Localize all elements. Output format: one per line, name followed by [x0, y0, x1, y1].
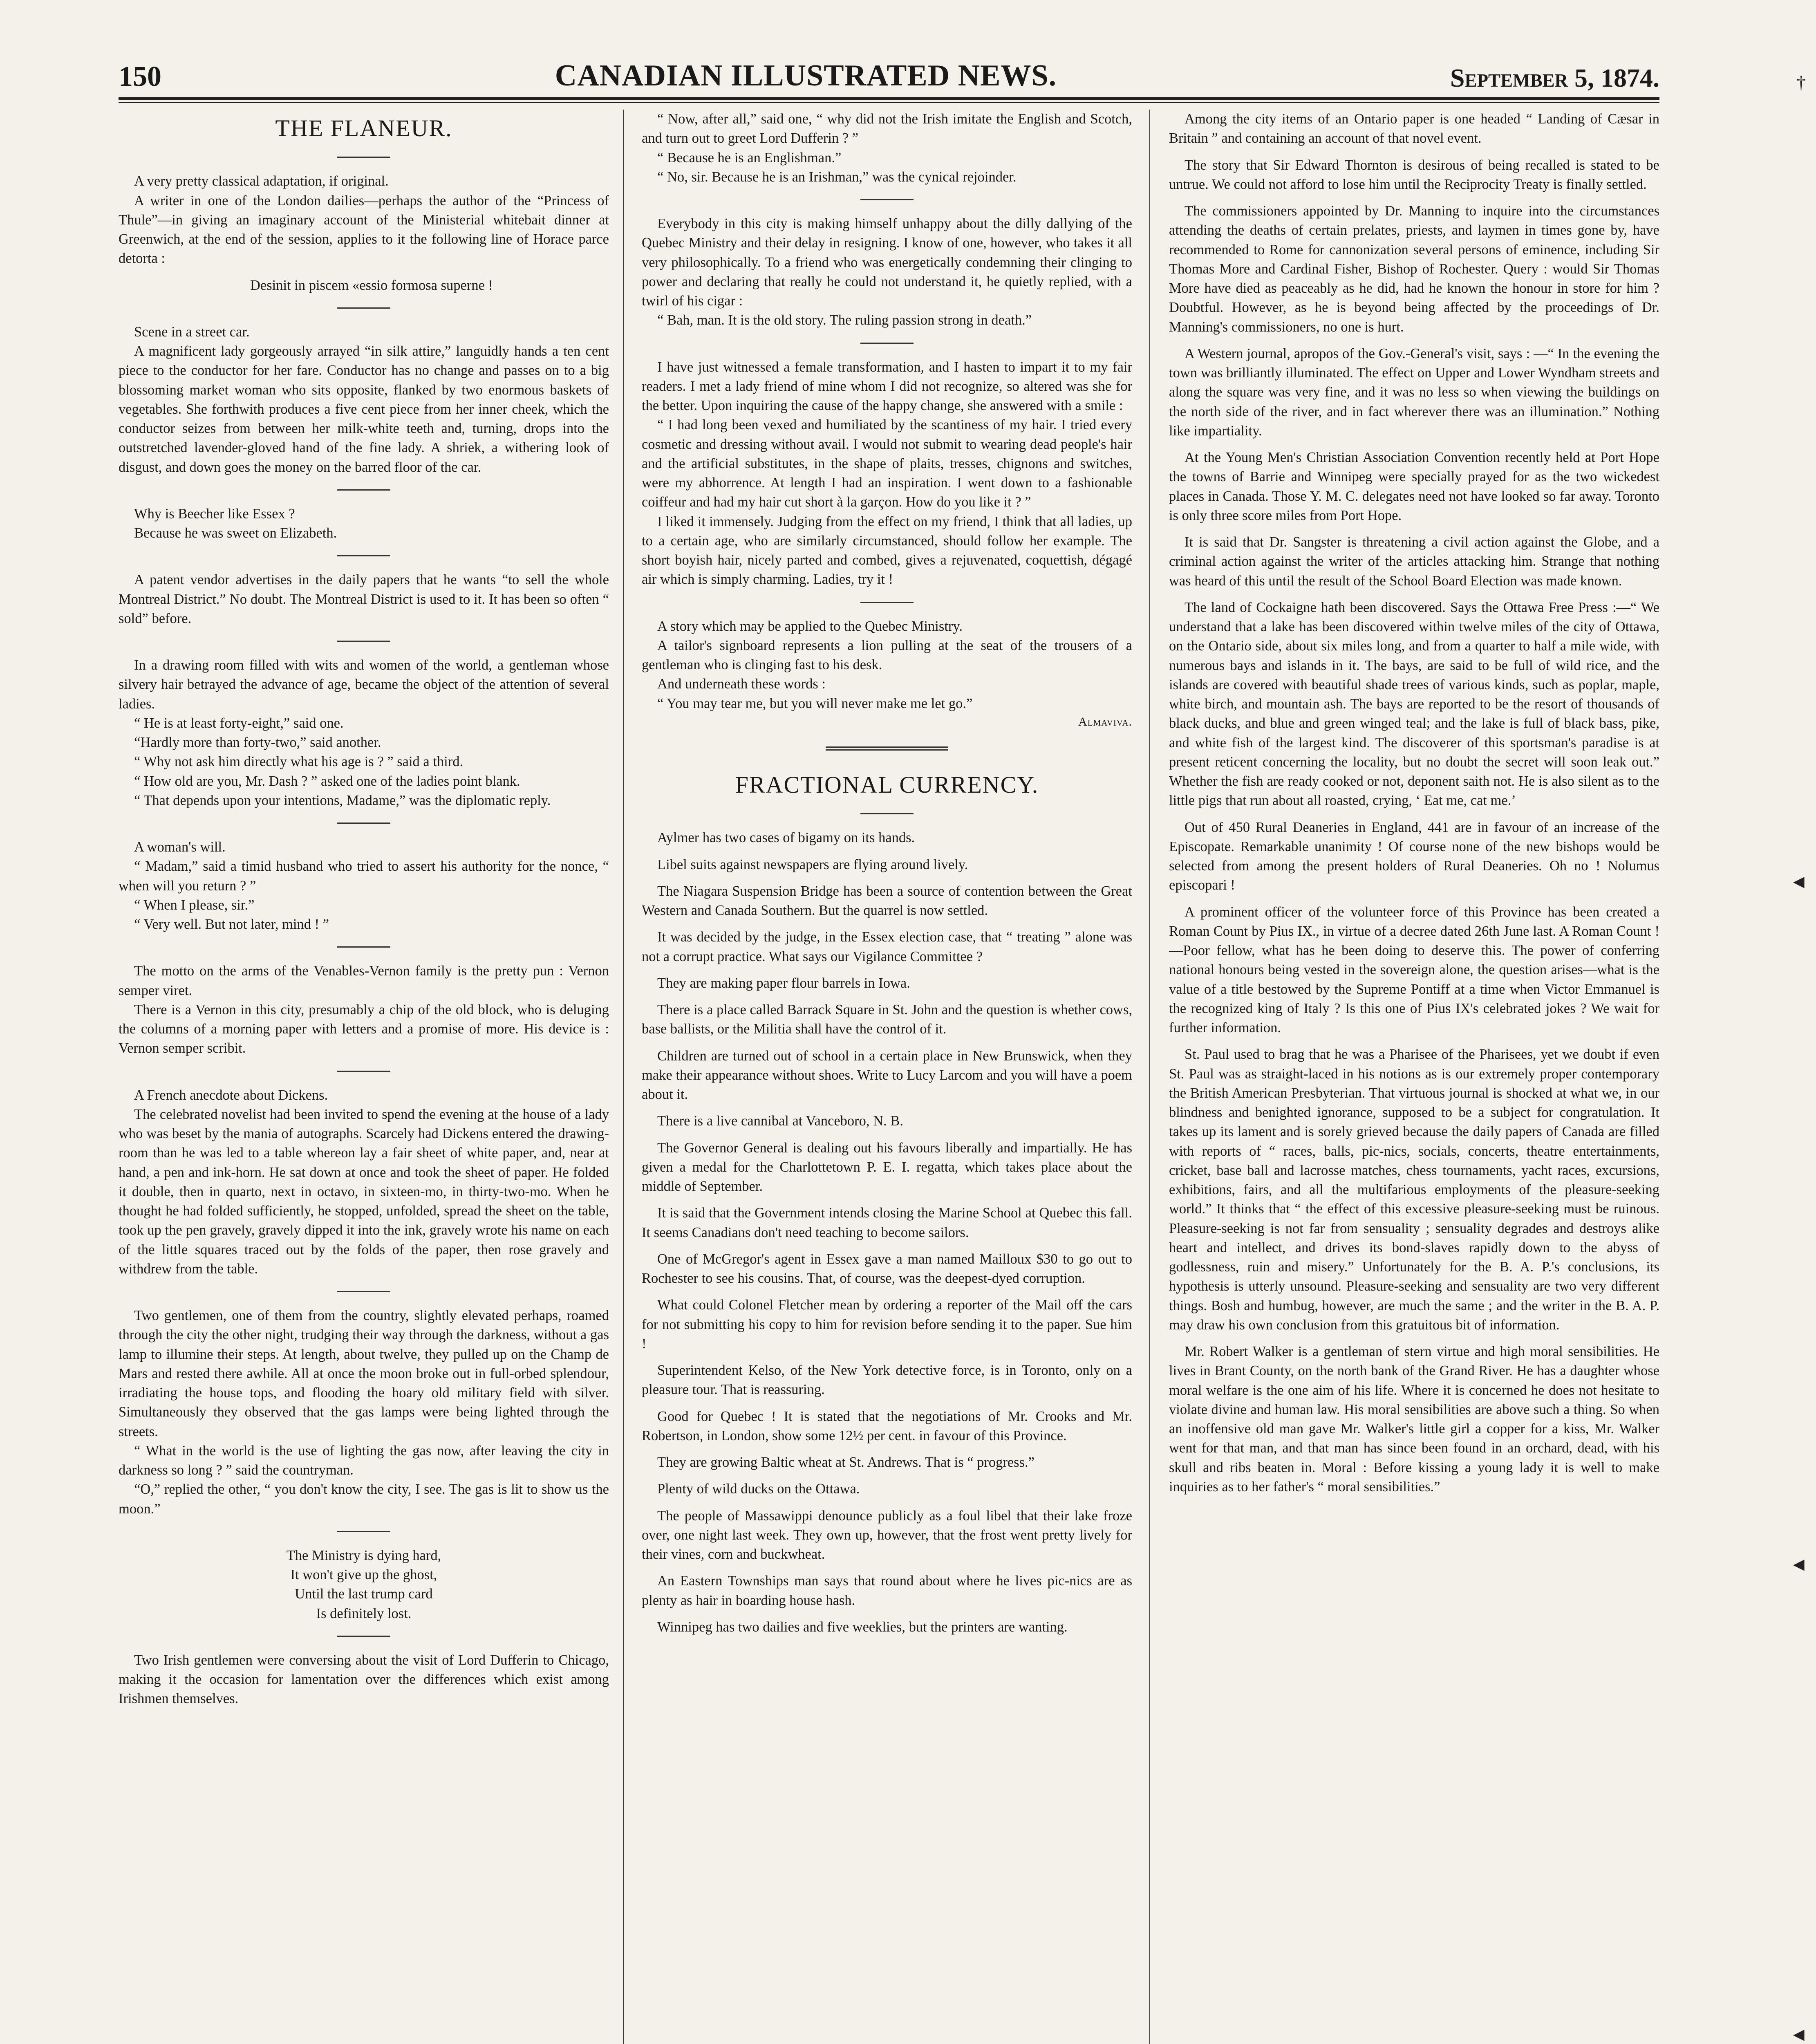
divider	[337, 489, 390, 491]
news-item: Libel suits against newspapers are flying around lively.	[657, 856, 968, 872]
author-signature: Almaviva.	[1078, 715, 1132, 728]
news-item: A prominent officer of the volunteer force of this Province has been created a Roman Count by Pius IX., in virtue of a decree dated 26th June last. A Roman Count ! —Poor fellow, what has he been doing to deserve this. The power of conferring national honours being vested in the sovereign alone, the question arises—what is the value of a title bestowed by the Supreme Pontiff at a time when Victor Emmanuel is the recognized king of Italy ? Is this one of Pius IX's celebrated jokes ? We wait for further information.	[1169, 904, 1659, 1035]
divider	[337, 157, 390, 158]
divider	[860, 602, 914, 603]
poem-line: Is definitely lost.	[316, 1605, 412, 1621]
paragraph: Because he was sweet on Elizabeth.	[134, 525, 337, 541]
poem-line: The Ministry is dying hard,	[286, 1547, 441, 1563]
divider	[337, 823, 390, 824]
paragraph: “ That depends upon your intentions, Madame,” was the diplomatic reply.	[134, 792, 551, 808]
poem-line: Until the last trump card	[295, 1586, 433, 1602]
paragraph: “ Bah, man. It is the old story. The ruling passion strong in death.”	[657, 312, 1032, 328]
news-item: Children are turned out of school in a certain place in New Brunswick, when they make their appearance without shoes. Write to Lucy Larcom and you will have a poem about it.	[642, 1048, 1132, 1103]
news-item: One of McGregor's agent in Essex gave a man named Mailloux $30 to go out to Rochester to see his cousins. That, of course, was the deepest-dyed corruption.	[642, 1251, 1132, 1286]
newspaper-title: CANADIAN ILLUSTRATED NEWS.	[555, 59, 1057, 92]
paragraph: “ Very well. But not later, mind ! ”	[134, 917, 329, 932]
paragraph: “ You may tear me, but you will never make me let go.”	[657, 695, 973, 711]
paragraph: A story which may be applied to the Quebec Ministry.	[657, 618, 963, 634]
news-item: Winnipeg has two dailies and five weeklies, but the printers are wanting.	[657, 1619, 1068, 1635]
news-item: Plenty of wild ducks on the Ottawa.	[657, 1481, 860, 1497]
divider	[860, 813, 914, 814]
paragraph: I liked it immensely. Judging from the effect on my friend, I think that all ladies, up to a certain age, who are similarly circumstanced, should follow her example. The short boyish hair, nicely parted and combed, gives a rejuvenated, coquettish, dégagé air which is simply charming. Ladies, try it !	[642, 513, 1132, 587]
news-item: A Western journal, apropos of the Gov.-General's visit, says : —“ In the evening the town was brilliantly illuminated. The effect on Upper and Lower Wyndham streets and along the square was very fine, and it was no less so when viewing the buildings on the north side of the river, and in fact wherever there was an illumination.” Nothing like impartiality.	[1169, 345, 1659, 439]
paragraph: “ No, sir. Because he is an Irishman,” was the cynical rejoinder.	[657, 169, 1017, 185]
paragraph: “ He is at least forty-eight,” said one.	[134, 715, 344, 731]
news-item: The story that Sir Edward Thornton is desirous of being recalled is stated to be untrue. We could not afford to lose him until the Reciprocity Treaty is finally settled.	[1169, 157, 1659, 192]
arrow-left-icon: ◄	[1789, 871, 1808, 892]
section-title-flaneur: THE FLANEUR.	[275, 115, 452, 141]
divider	[337, 1071, 390, 1072]
paragraph: “ Madam,” said a timid husband who tried to assert his authority for the nonce, “ when will you return ? ”	[119, 858, 609, 894]
column-1	[119, 110, 609, 2044]
divider	[337, 1291, 390, 1292]
news-item: The land of Cockaigne hath been discovered. Says the Ottawa Free Press :—“ We understand that a lake has been discovered within twelve miles of the city of Ottawa, on the Ontario side, about six miles long, and from a quarter to half a mile wide, with numerous bays and islands in it. The bays, are said to be full of wild rice, and the islands are covered with beautiful shade trees of various kinds, such as poplar, maple, white birch, and mountain ash. The bays are reported to be the resort of thousands of black ducks, and blue and green winged teal; and the lake is full of black bass, pike, and white fish of the largest kind. The discoverer of this sportsman's paradise is at present reticent concerning the locality, but no doubt the secret will soon leak out.” Whether the fish are ready cooked or not, deponent saith not. He is also silent as to the little pigs that run about all roasted, crying, ‘ Eat me, cat me.’	[1169, 599, 1659, 809]
paragraph: “ Because he is an Englishman.”	[657, 150, 842, 166]
paragraph: A patent vendor advertises in the daily papers that he wants “to sell the whole Montreal District.” No doubt. The Montreal District is used to it. It has been so often “ sold” before.	[119, 572, 609, 626]
news-item: Out of 450 Rural Deaneries in England, 441 are in favour of an increase of the Episcopate. Remarkable unanimity ! Of course none of the new bishops would be selected from among the present holders of Rural Deaneries. Oh no ! Nolumus episcopari !	[1169, 819, 1659, 893]
divider	[337, 641, 390, 642]
column-divider	[1149, 110, 1150, 2044]
paragraph: In a drawing room filled with wits and women of the world, a gentleman whose silvery hair betrayed the advance of age, became the object of the attention of several ladies.	[119, 657, 609, 712]
paragraph: A tailor's signboard represents a lion pulling at the seat of the trousers of a gentleman who is clinging fast to his desk.	[642, 637, 1132, 672]
arrow-left-icon: ◄	[1789, 2024, 1808, 2044]
news-item: The Governor General is dealing out his favours liberally and impartially. He has given a medal for the Charlottetown P. E. I. regatta, which takes place about the middle of September.	[642, 1140, 1132, 1195]
paragraph: “ Now, after all,” said one, “ why did not the Irish imitate the English and Scotch, and turn out to greet Lord Dufferin ? ”	[642, 111, 1132, 146]
news-item: They are growing Baltic wheat at St. Andrews. That is “ progress.”	[657, 1455, 1035, 1470]
news-item: The commissioners appointed by Dr. Manning to inquire into the circumstances attending the deaths of certain prelates, priests, and laymen in times gone by, have recommended to Rome for cannonization several persons of eminence, including Sir Thomas More and Cardinal Fisher, Bishop of Rochester. Query : would Sir Thomas More have died as peaceably as he did, had he known the honour in store for him ? Doubtful. However, as he is beyond being affected by the proceedings of Dr. Manning's commissioners, no one is hurt.	[1169, 203, 1659, 335]
news-item: The Niagara Suspension Bridge has been a source of contention between the Great Western and Canada Southern. But the quarrel is now settled.	[642, 883, 1132, 919]
column-2	[642, 110, 1132, 2044]
paragraph: The motto on the arms of the Venables-Vernon family is the pretty pun : Vernon semper viret.	[119, 963, 609, 998]
divider	[860, 343, 914, 344]
section-divider	[826, 746, 948, 751]
divider	[337, 555, 390, 556]
paragraph: “ Why not ask him directly what his age is ? ” said a third.	[134, 754, 464, 770]
paragraph: A French anecdote about Dickens.	[134, 1087, 328, 1103]
paragraph: Scene in a street car.	[134, 324, 250, 340]
news-item: Mr. Robert Walker is a gentleman of stern virtue and high moral sensibilities. He lives in Brant County, on the north bank of the Grand River. He has a daughter whose moral welfare is the one aim of his life. Where it is concerned he does not hesitate to violate divine and human law. His moral sensibilities are above such a thing. So when an inoffensive old man gave Mr. Walker's little girl a copper for a kiss, Mr. Walker went for that man, and that man has since been found in an orchard, dead, with his skull and ribs beaten in. Moral : Before kissing a young lady it is well to make inquiries as to her father's “ moral sensibilities.”	[1169, 1344, 1659, 1495]
masthead-rule	[119, 97, 1659, 103]
news-item: It was decided by the judge, in the Essex election case, that “ treating ” alone was not a corrupt practice. What says our Vigilance Committee ?	[642, 929, 1132, 964]
news-item: Among the city items of an Ontario paper is one headed “ Landing of Cæsar in Britain ” and containing an account of that novel event.	[1169, 111, 1659, 146]
divider	[337, 1531, 390, 1532]
news-item: St. Paul used to brag that he was a Pharisee of the Pharisees, yet we doubt if even St. Paul was as straight-laced in his notions as is our extremely proper contemporary the British American Presbyterian. That virtuous journal is shocked at what we, in our blindness and benighted ignorance, supposed to be a subject for congratulation. It takes up its lament and is sorely grieved because the daily papers of Canada are filled with reports of “ races, balls, pic-nics, socials, concerts, theatre entertainments, cricket, base ball and lacrosse matches, chess tournaments, yacht races, excursions, exhibitions, fairs, and all the multifarious employments of the pleasure-seeking world.” It thinks that “ the effect of this excessive pleasure-seeking must be ruinous. Pleasure-seeking is not far from sensuality ; sensuality degrades and destroys alike heart and intellect, and drives its bond-slaves rapidly down to the abyss of godlessness, ruin and misery.” Unfortunately for the B. A. P.'s conclusions, its hypothesis is utterly unsound. Pleasure-seeking and sensuality are two very different things. Bosh and humbug, however, are much the same ; and the writer in the B. A. P. may draw his own conclusion from this gratuitous bit of information.	[1169, 1047, 1659, 1333]
paragraph: “ I had long been vexed and humiliated by the scantiness of my hair. I tried every cosmetic and dressing without avail. I would not submit to wearing dead people's hair and the artificial substitutes, in the shape of plaits, tresses, chignons and switches, were my abhorrence. At length I had an inspiration. I went down to a fashionable coiffeur and had my hair cut short à la garçon. How do you like it ? ”	[642, 417, 1132, 510]
paragraph: There is a Vernon in this city, presumably a chip of the old block, who is deluging the columns of a morning paper with letters and a promise of more. His device is : Vernon semper scribit.	[119, 1002, 609, 1056]
paragraph: Two gentlemen, one of them from the country, slightly elevated perhaps, roamed through the city the other night, trudging their way through the darkness, without a gas lamp to illumine their steps. At length, about twelve, they pulled up on the Champ de Mars and rested there awhile. All at once the moon broke out in full-orbed splendour, irradiating the house tops, and flooding the hoary old military field with silver. Simultaneously they observed that the gas lamps were being lighted through the streets.	[119, 1308, 609, 1439]
news-item: Good for Quebec ! It is stated that the negotiations of Mr. Crooks and Mr. Robertson, in London, show some 12½ per cent. in favour of this Province.	[642, 1408, 1132, 1443]
masthead	[119, 48, 1659, 93]
news-item: The people of Massawippi denounce publicly as a foul libel that their lake froze over, one night last week. They own up, however, that the frost went pretty lively for their vines, corn and buckwheat.	[642, 1508, 1132, 1562]
column-divider	[623, 110, 624, 2044]
paragraph: A very pretty classical adaptation, if original.	[134, 173, 389, 189]
margin-mark-icon: †	[1796, 72, 1806, 93]
paragraph: “ How old are you, Mr. Dash ? ” asked one of the ladies point blank.	[134, 773, 520, 789]
divider	[860, 199, 914, 200]
news-item: Aylmer has two cases of bigamy on its hands.	[657, 830, 915, 846]
section-title-fractional-currency: FRACTIONAL CURRENCY.	[735, 771, 1039, 798]
column-3	[1169, 110, 1659, 2044]
paragraph: A woman's will.	[134, 839, 226, 855]
news-item: At the Young Men's Christian Association Convention recently held at Port Hope the towns of Barrie and Winnipeg were specially prayed for as the two wickedest places in Canada. Those Y. M. C. delegates need not have looked so far away. Toronto is only three score miles from Port Hope.	[1169, 450, 1659, 523]
paragraph: Everybody in this city is making himself unhappy about the dilly dallying of the Quebec Ministry and their delay in resigning. I know of one, however, who takes it all very philosophically. To a friend who was energetically condemning their clinging to power and declaring that really he could not understand it, he quietly replied, with a twirl of his cigar :	[642, 216, 1132, 309]
paragraph: Two Irish gentlemen were conversing about the visit of Lord Dufferin to Chicago, making it the occasion for lamentation over the differences which exist among Irishmen themselves.	[119, 1652, 609, 1707]
news-item: They are making paper flour barrels in Iowa.	[657, 975, 910, 991]
latin-quote: Desinit in piscem «essio formosa superne !	[250, 277, 493, 293]
news-item: There is a place called Barrack Square in St. John and the question is whether cows, base ballists, or the Militia shall have the control of it.	[642, 1002, 1132, 1037]
divider	[337, 307, 390, 309]
news-item: What could Colonel Fletcher mean by ordering a reporter of the Mail off the cars for not submitting his copy to him for revision before sending it to the paper. Sue him !	[642, 1297, 1132, 1351]
paragraph: I have just witnessed a female transformation, and I hasten to impart it to my fair readers. I met a lady friend of mine whom I did not recognize, so altered was she for the better. Upon inquiring the cause of the happy change, she answered with a smile :	[642, 359, 1132, 413]
poem-line: It won't give up the ghost,	[290, 1567, 437, 1583]
news-item: Superintendent Kelso, of the New York detective force, is in Toronto, only on a pleasure tour. That is reassuring.	[642, 1363, 1132, 1398]
divider	[337, 946, 390, 948]
paragraph: “ What in the world is the use of lighting the gas now, after leaving the city in darkness so long ? ” said the countryman.	[119, 1443, 609, 1478]
news-item: It is said that the Government intends closing the Marine School at Quebec this fall. It seems Canadians don't need teaching to become sailors.	[642, 1205, 1132, 1240]
paragraph: A writer in one of the London dailies—perhaps the author of the “Princess of Thule”—in giving an imaginary account of the Ministerial whitebait dinner at Greenwich, at the end of the session, applies to it the following line of Horace parce detorta :	[119, 193, 609, 267]
news-item: It is said that Dr. Sangster is threatening a civil action against the Globe, and a criminal action against the writer of the articles attacking him. Strange that nothing was heard of this until the result of the School Board Election was made known.	[1169, 534, 1659, 589]
paragraph: “Hardly more than forty-two,” said another.	[134, 735, 381, 751]
paragraph: “O,” replied the other, “ you don't know the city, I see. The gas is lit to show us the moon.”	[119, 1481, 609, 1517]
issue-date: September 5, 1874.	[1450, 63, 1659, 92]
paragraph: “ When I please, sir.”	[134, 897, 255, 913]
paragraph: And underneath these words :	[657, 676, 826, 692]
page-number: 150	[119, 61, 161, 92]
poem	[119, 1546, 609, 1623]
paragraph: Why is Beecher like Essex ?	[134, 506, 295, 522]
divider	[337, 1636, 390, 1637]
arrow-left-icon: ◄	[1789, 1554, 1808, 1575]
paragraph: The celebrated novelist had been invited to spend the evening at the house of a lady who was beset by the mania of autographs. Scarcely had Dickens entered the drawing-room than he was led to a table whereon lay a fair sheet of white paper, and, near at hand, a pen and ink-horn. He sat down at once and took the sheet of paper. He folded it double, then in quarto, next in octavo, in sixteen-mo, in thirty-two-mo. When he thought he had folded sufficiently, he stopped, unfolded, spread the sheet on the table, took up the pen gravely, gravely dipped it into the ink, gravely wrote his name on each of the little squares traced out by the folds of the paper, then rose gravely and withdrew from the table.	[119, 1106, 609, 1277]
news-item: There is a live cannibal at Vanceboro, N. B.	[657, 1113, 903, 1129]
news-item: An Eastern Townships man says that round about where he lives pic-nics are as plenty as hair in boarding house hash.	[642, 1573, 1132, 1608]
paragraph: A magnificent lady gorgeously arrayed “in silk attire,” languidly hands a ten cent piece to the conductor for her fare. Conductor has no change and passes on to a big blossoming market woman who sits opposite, flanked by two enormous baskets of vegetables. She forthwith produces a five cent piece from her inner cheek, which the conductor seizes from between her milk-white teeth and, turning, drops into the outstretched lavender-gloved hand of the fine lady. A shriek, a withering look of disgust, and down goes the money on the barred floor of the car.	[119, 343, 609, 475]
